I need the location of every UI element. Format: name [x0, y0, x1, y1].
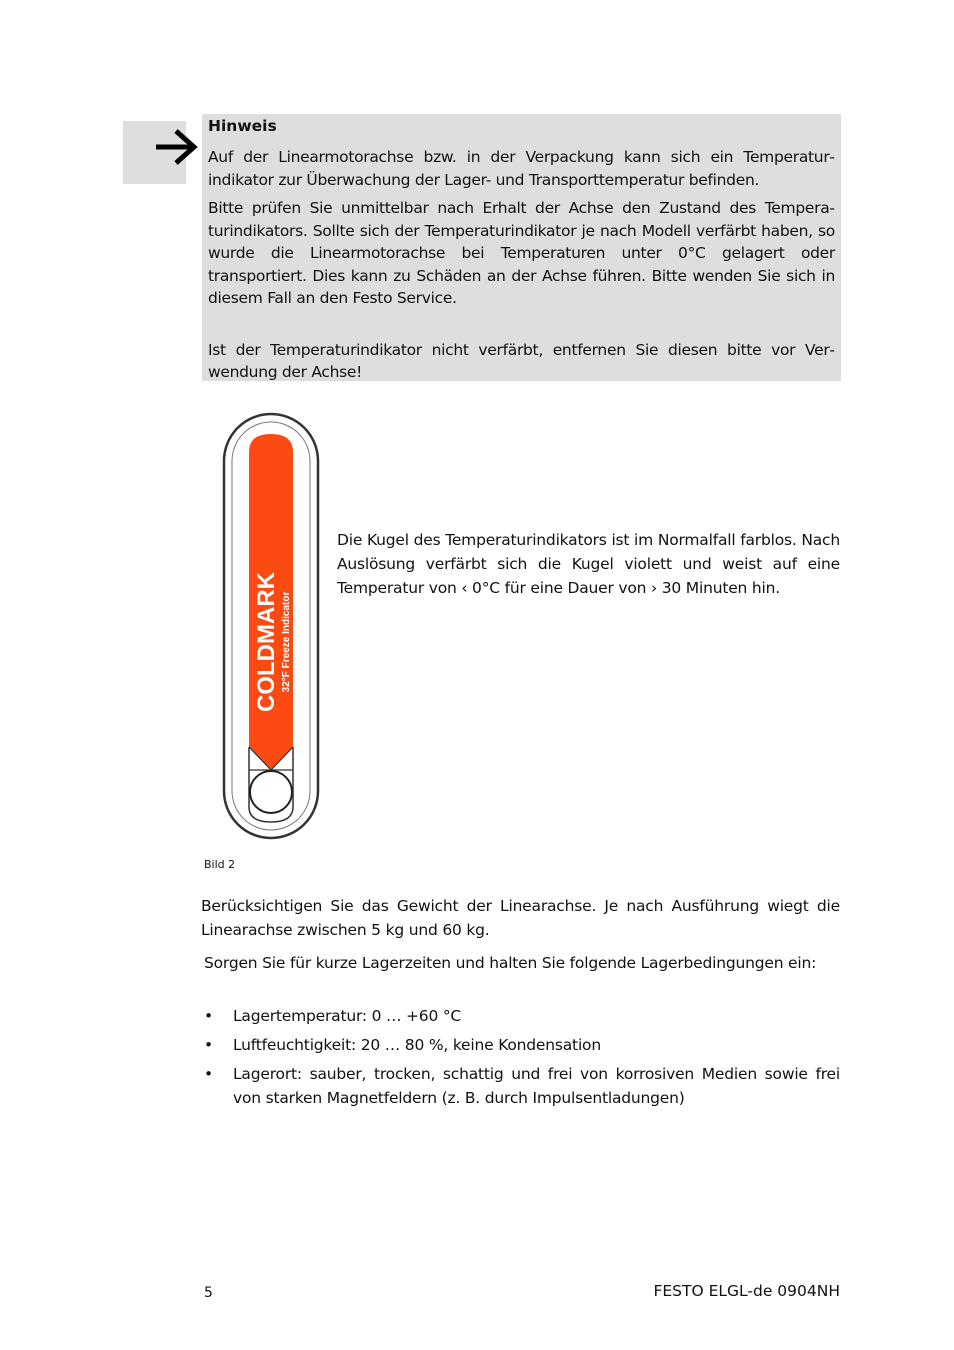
list-item: [204, 1033, 840, 1057]
bullet: •: [204, 1007, 213, 1025]
note-title: Hinweis: [208, 117, 277, 135]
page-number: 5: [204, 1285, 213, 1301]
figure-caption: Bild 2: [204, 858, 236, 871]
document-id: FESTO ELGL-de 0904NH: [653, 1282, 840, 1300]
indicator-subtitle: 32°F Freeze Indicator: [281, 591, 292, 693]
arrow-right-icon: [152, 127, 200, 167]
note-paragraph-1: Auf der Linearmotorachse bzw. in der Verpackung kann sich ein Temperaturindikator zur Überwachung der Lager- und Transporttemperatur befinden.: [208, 148, 835, 189]
list-item-text: Lagerort: sauber, trocken, schattig und frei von korrosiven Medien sowie frei von starken Magnetfeldern (z. B. durch Impulsentladungen): [233, 1065, 840, 1107]
note-paragraph-3: Ist der Temperaturindikator nicht verfärbt, entfernen Sie diesen bitte vor Verwendung der Achse!: [208, 340, 835, 381]
list-item: [204, 1062, 840, 1110]
indicator-ball: [250, 771, 292, 813]
list-item-text: Lagertemperatur: 0 … +60 °C: [233, 1007, 462, 1025]
storage-conditions-list: [204, 1004, 840, 1115]
figure-description: Die Kugel des Temperaturindikators ist im Normalfall farblos. Nach Auslösung verfärbt sich die Kugel violett und weist auf eine Temperatur von ‹ 0°C für eine Dauer von › 30 Minuten hin.: [337, 531, 840, 597]
bullet: •: [204, 1036, 213, 1054]
list-item: [204, 1004, 840, 1028]
storage-paragraph: Sorgen Sie für kurze Lagerzeiten und halten Sie folgende Lagerbedingungen ein:: [204, 954, 817, 972]
weight-paragraph: Berücksichtigen Sie das Gewicht der Linearachse. Je nach Ausführung wiegt die Linearachse zwischen 5 kg und 60 kg.: [201, 897, 840, 939]
list-item-text: Luftfeuchtigkeit: 20 … 80 %, keine Kondensation: [233, 1036, 601, 1054]
note-paragraph-2: Bitte prüfen Sie unmittelbar nach Erhalt der Achse den Zustand des Temperaturindikators. Sollte sich der Temperaturindikator je nach Modell verfärbt haben, so wurde die Linearmotorachse bei Temperaturen unter 0°C gelagert oder transportiert. Dies kann zu Schäden an der Achse führen. Bitte wenden Sie sich in diesem Fall an den Festo Service.: [208, 199, 835, 307]
bullet: •: [204, 1065, 213, 1083]
coldmark-indicator-image: [221, 412, 321, 840]
indicator-brand: COLDMARK: [253, 572, 280, 712]
note-box: [202, 114, 841, 381]
